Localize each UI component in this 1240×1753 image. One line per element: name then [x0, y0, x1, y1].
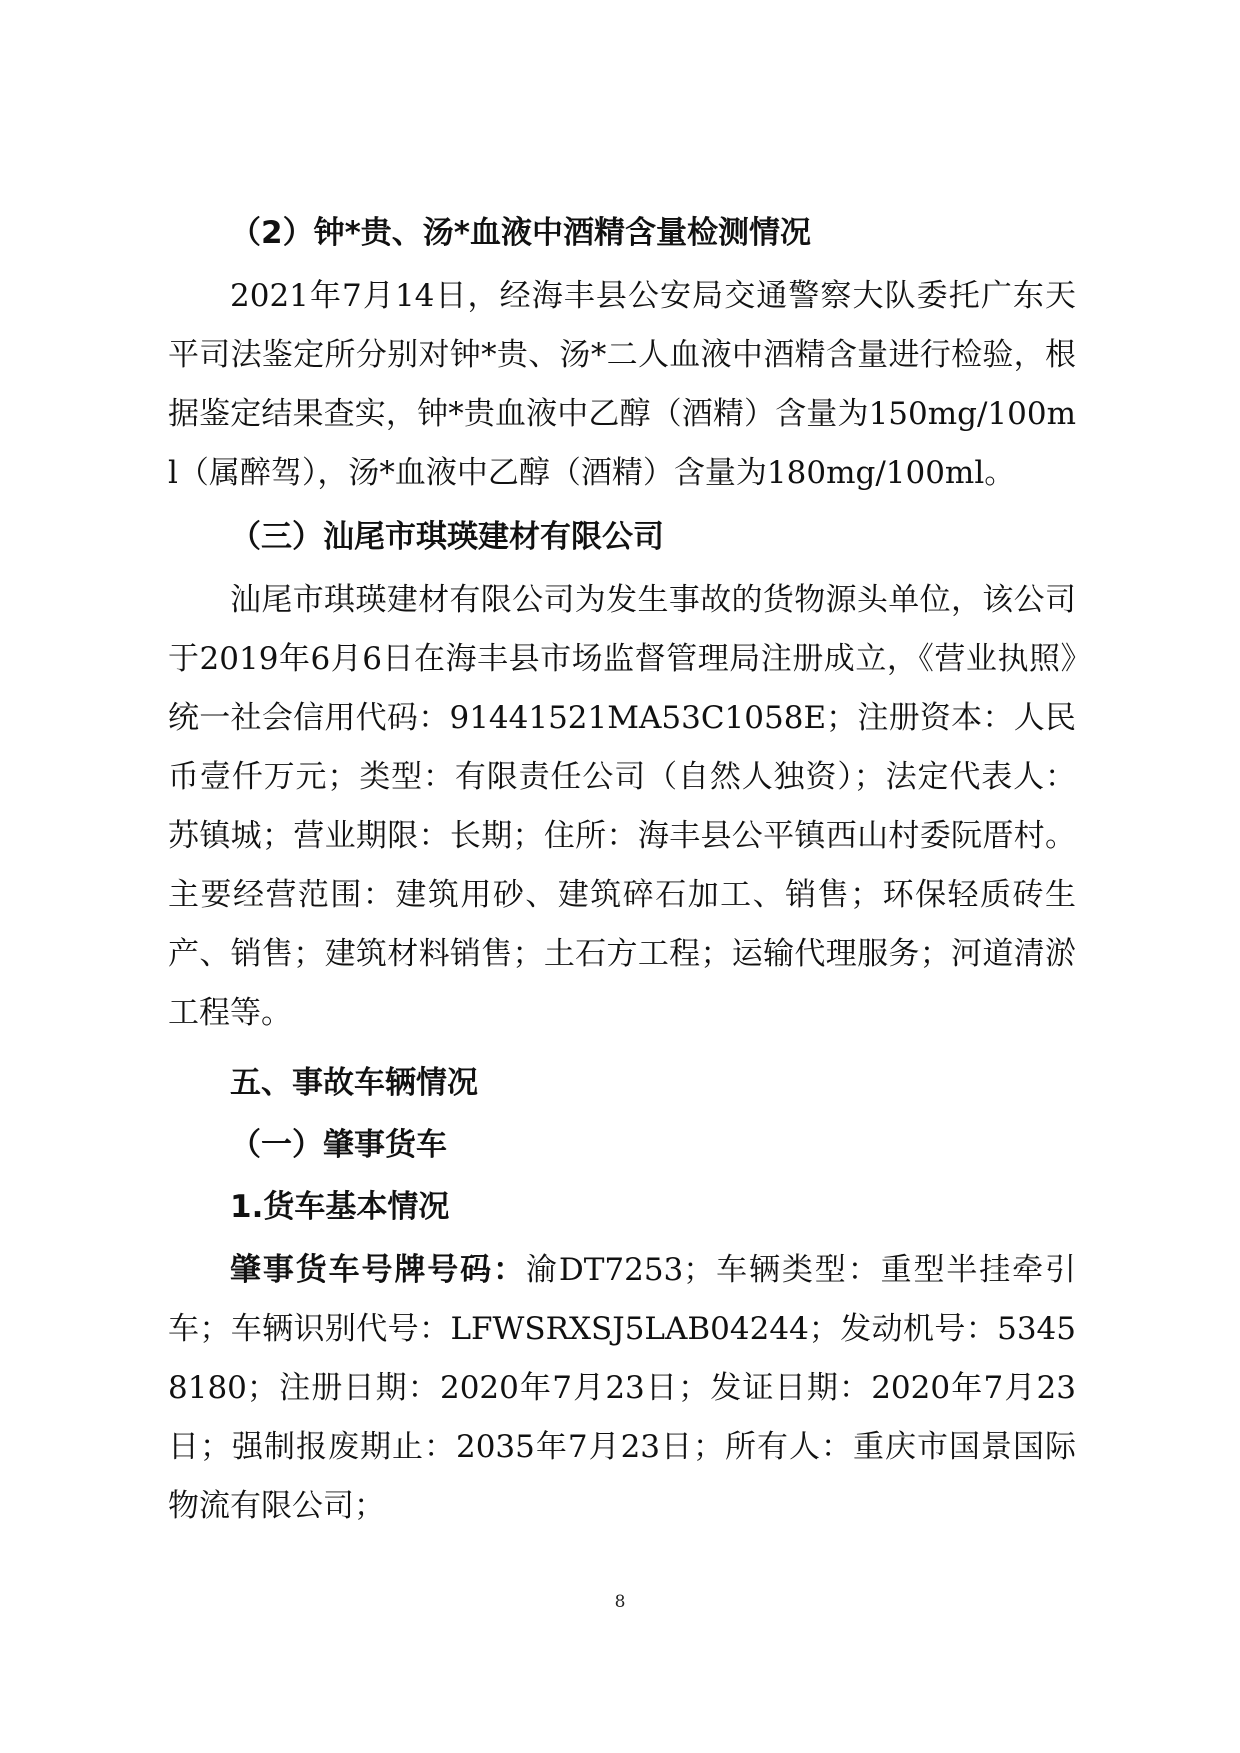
truck-info-text: 渝DT7253；车辆类型：重型半挂牵引车；车辆识别代号：LFWSRXSJ5LAB04244；发动机号：53458180；注册日期：2020年7月23日；发证日期：2020年7月23日；强制报废期止：2035年7月23日；所有人：重庆市国景国际物流有限公司； — [168, 1252, 1076, 1524]
truck-subheading: （一）肇事货车 — [230, 1127, 447, 1163]
truck-info-paragraph — [168, 1241, 1076, 1536]
truck-basic-info-heading: 1.货车基本情况 — [230, 1189, 450, 1225]
vehicle-section-heading: 五、事故车辆情况 — [230, 1065, 478, 1101]
company-paragraph: 汕尾市琪瑛建材有限公司为发生事故的货物源头单位，该公司于2019年6月6日在海丰县市场监督管理局注册成立，《营业执照》统一社会信用代码：91441521MA53C1058E；注册资本：人民币壹仟万元；类型：有限责任公司（自然人独资）；法定代表人：苏镇城；营业期限：长期；住所：海丰县公平镇西山村委阮厝村。主要经营范围：建筑用砂、建筑碎石加工、销售；环保轻质砖生产、销售；建筑材料销售；土石方工程；运输代理服务；河道清淤工程等。 — [168, 582, 1076, 1031]
document-body — [168, 205, 1076, 1536]
page-number: 8 — [614, 1592, 626, 1612]
blood-test-heading: （2）钟*贵、汤*血液中酒精含量检测情况 — [230, 215, 811, 251]
blood-test-paragraph: 2021年7月14日，经海丰县公安局交通警察大队委托广东天平司法鉴定所分别对钟*贵、汤*二人血液中酒精含量进行检验，根据鉴定结果查实，钟*贵血液中乙醇（酒精）含量为150mg/100ml（属醉驾），汤*血液中乙醇（酒精）含量为180mg/100ml。 — [168, 278, 1076, 491]
company-heading: （三）汕尾市琪瑛建材有限公司 — [230, 519, 664, 555]
plate-number-label: 肇事货车号牌号码： — [230, 1252, 526, 1288]
